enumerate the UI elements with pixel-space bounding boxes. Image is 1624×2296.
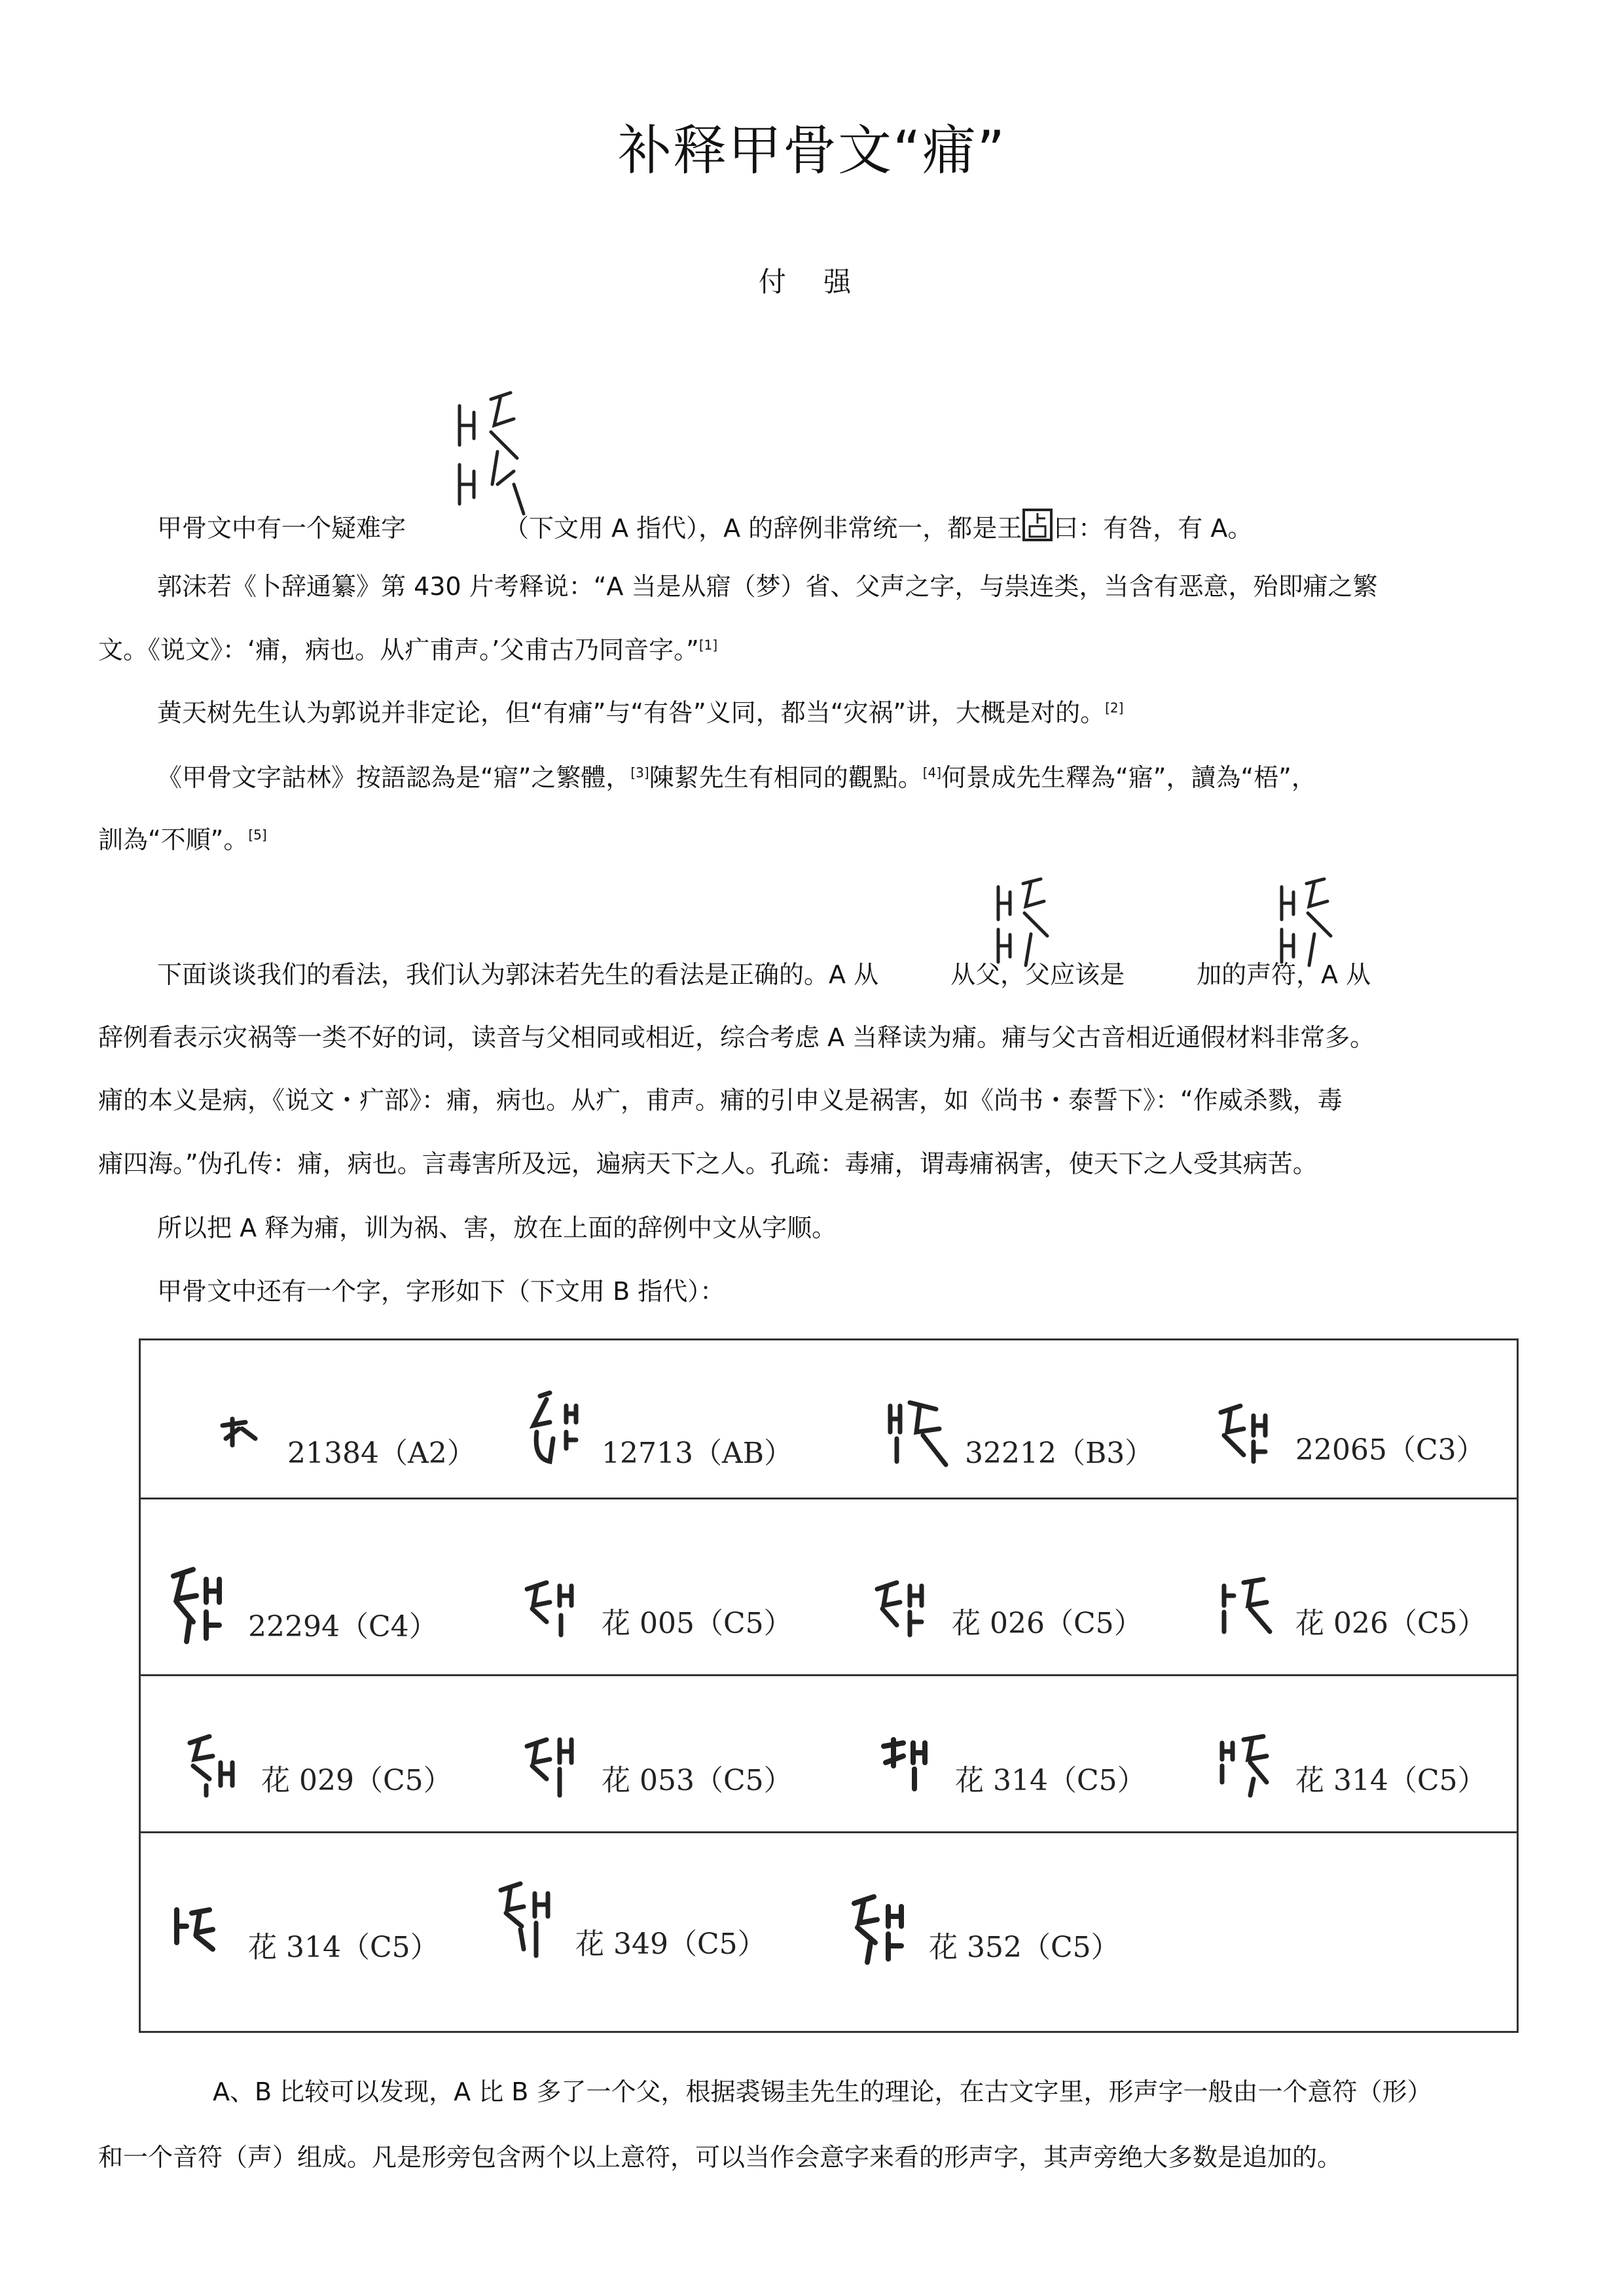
oracle-variant-icon <box>520 1570 592 1641</box>
paragraph-5-line-2: 辞例看表示灾祸等一类不好的词，读音与父相同或相近，综合考虑 A 当释读为痡。痡与父古音相近通假材料非常多。 <box>98 1023 1375 1052</box>
figure-label: 22294（C4） <box>248 1610 438 1643</box>
paragraph-3: 黄天树先生认为郭说并非定论，但“有痡”与“有咎”义同，都当“灾祸”讲，大概是对的。[2] <box>157 698 1124 727</box>
oracle-variant-icon <box>494 1877 566 1962</box>
paragraph-1: 甲骨文中有一个疑难字 （下文用 A 指代），A 的辞例非常统一，都是王 曰：有咎，有 A。 <box>157 503 1252 544</box>
figure-cell <box>874 1727 1146 1799</box>
figure-cell <box>167 1560 438 1645</box>
paragraph-5-line-4: 痡四海。”伪孔传：痡，病也。言毒害所及远，遍病天下之人。孔疏：毒痡，谓毒痡祸害，使天下之人受其病苦。 <box>98 1149 1318 1178</box>
figure-cell <box>206 1399 476 1471</box>
paragraph-8-line-2: 和一个音符（声）组成。凡是形旁包含两个以上意符，可以当作会意字来看的形声字，其声旁绝大多数是追加的。 <box>98 2143 1343 2172</box>
oracle-variant-icon <box>884 1393 956 1471</box>
page-title: 补释甲骨文“痡” <box>618 120 1006 182</box>
oracle-variant-icon <box>180 1727 252 1799</box>
paragraph-2-line-1: 郭沫若《卜辞通纂》第 430 片考释说：“A 当是从寣（梦）省、父声之字，与祟连类，当含有恶意，殆即痡之繁 <box>157 572 1378 601</box>
figure-label: 花 349（C5） <box>575 1928 767 1961</box>
figure-label: 花 026（C5） <box>1295 1607 1487 1640</box>
paragraph-6: 所以把 A 释为痡，训为祸、害，放在上面的辞例中文从字顺。 <box>157 1213 837 1242</box>
figure-cell <box>520 1727 793 1799</box>
oracle-variant-icon <box>871 1570 943 1641</box>
figure-cell <box>1214 1727 1487 1799</box>
oracle-box-glyph-icon <box>1022 508 1053 548</box>
footnote-ref-1: [1] <box>698 637 718 653</box>
paragraph-4-line-1: 《甲骨文字詁林》按語認為是“寣”之繁體，[3]陳絜先生有相同的觀點。[4]何景成先生釋為“寤”，讀為“梧”， <box>157 763 1316 792</box>
paragraph-2-line-2: 文。《说文》：‘痡，病也。从疒甫声。’父甫古乃同音字。”[1] <box>98 636 718 664</box>
oracle-variant-icon <box>520 1727 592 1799</box>
author-name: 付 强 <box>758 266 866 298</box>
figure-label: 花 314（C5） <box>1295 1764 1487 1797</box>
figure-cell <box>1214 1570 1487 1641</box>
paragraph-5-line-1: 下面谈谈我们的看法，我们认为郭沫若先生的看法是正确的。A 从 从父，父应该是 加的声符，A 从 <box>157 960 1371 989</box>
oracle-glyph-a-icon <box>452 386 530 517</box>
figure-label: 花 352（C5） <box>929 1931 1120 1964</box>
footnote-ref-2: [2] <box>1105 700 1124 716</box>
figure-label: 花 029（C5） <box>261 1764 452 1797</box>
figure-label: 花 053（C5） <box>602 1764 793 1797</box>
figure-label: 12713（AB） <box>602 1437 793 1470</box>
oracle-variant-icon <box>848 1887 920 1965</box>
paragraph-4-line-2: 訓為“不順”。[5] <box>98 825 267 854</box>
figure-label: 22065（C3） <box>1295 1433 1485 1467</box>
paragraph-7: 甲骨文中还有一个字，字形如下（下文用 B 指代）： <box>157 1277 725 1306</box>
oracle-variant-icon <box>1214 1727 1286 1799</box>
figure-cell <box>1214 1396 1485 1468</box>
figure-label: 花 314（C5） <box>955 1764 1146 1797</box>
footnote-ref-3: [3] <box>630 764 649 781</box>
oracle-forms-figure <box>139 1338 1519 2033</box>
oracle-variant-icon <box>167 1893 239 1965</box>
oracle-variant-icon <box>520 1386 592 1471</box>
figure-cell <box>871 1570 1143 1641</box>
figure-cell <box>180 1727 452 1799</box>
figure-cell <box>494 1877 767 1962</box>
figure-label: 花 026（C5） <box>952 1607 1143 1640</box>
paragraph-5-line-3: 痡的本义是病，《说文・疒部》：痡，病也。从疒，甫声。痡的引申义是祸害，如《尚书・泰誓下》：“作威杀戮，毒 <box>98 1086 1343 1115</box>
oracle-variant-icon <box>206 1399 278 1471</box>
figure-cell <box>848 1887 1120 1965</box>
figure-cell <box>167 1893 439 1965</box>
figure-cell <box>520 1570 793 1641</box>
oracle-variant-icon <box>1214 1396 1286 1468</box>
figure-label: 21384（A2） <box>287 1437 476 1470</box>
oracle-variant-icon <box>167 1560 239 1645</box>
footnote-ref-4: [4] <box>922 764 942 781</box>
paragraph-8-line-1: A、B 比较可以发现，A 比 B 多了一个父，根据裘锡圭先生的理论，在古文字里，形声字一般由一个意符（形） <box>213 2077 1432 2106</box>
oracle-variant-icon <box>1214 1570 1286 1641</box>
figure-label: 32212（B3） <box>965 1437 1154 1470</box>
oracle-variant-icon <box>874 1727 946 1799</box>
figure-label: 花 005（C5） <box>602 1607 793 1640</box>
figure-cell <box>884 1393 1153 1471</box>
figure-cell <box>520 1386 793 1471</box>
footnote-ref-5: [5] <box>248 827 267 843</box>
figure-label: 花 314（C5） <box>248 1931 439 1964</box>
